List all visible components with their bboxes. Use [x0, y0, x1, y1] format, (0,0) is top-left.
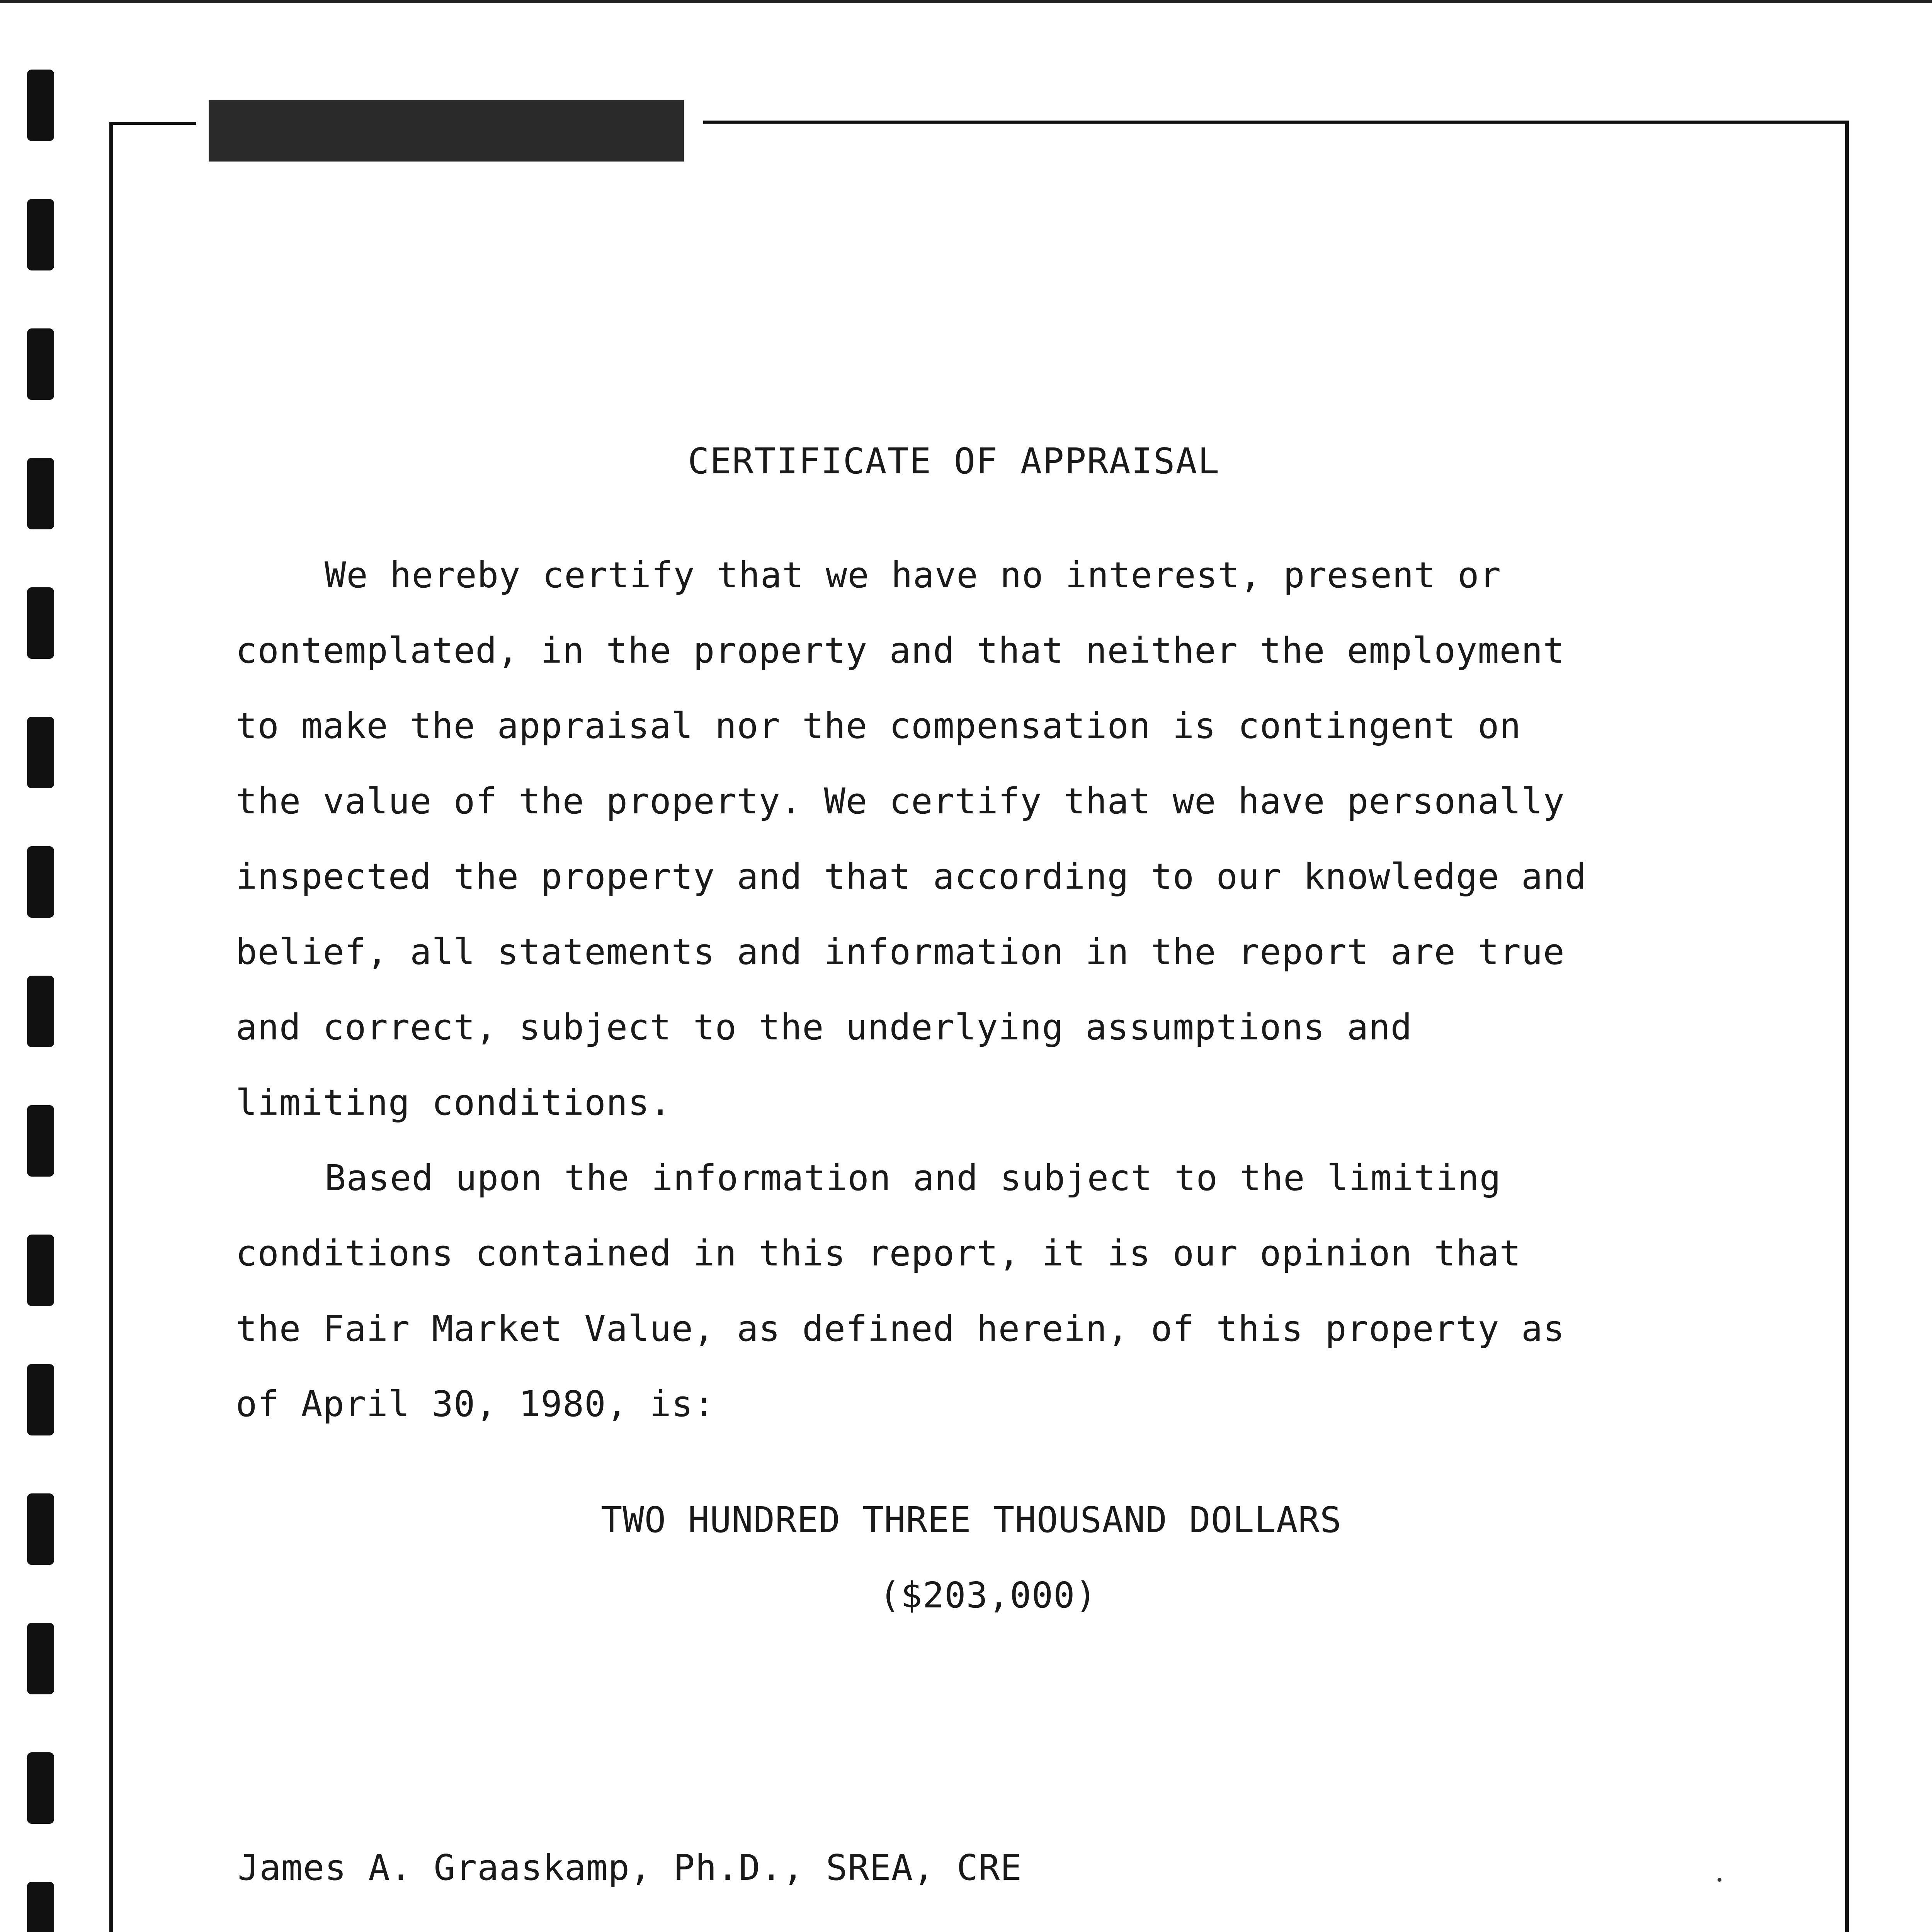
header-label-bar — [209, 100, 684, 162]
paragraph-line: the value of the property. We certify that we have personally — [236, 781, 1565, 822]
appraised-value-words: TWO HUNDRED THREE THOUSAND DOLLARS — [601, 1499, 1342, 1541]
paragraph-line: limiting conditions. — [236, 1082, 672, 1123]
binder-mark — [27, 587, 54, 659]
paragraph-line: belief, all statements and information in the report are true — [236, 931, 1565, 973]
paragraph-line: the Fair Market Value, as defined herein, of this property as — [236, 1308, 1565, 1349]
signatory-graaskamp: James A. Graaskamp, Ph.D., SREA, CRE — [238, 1847, 1022, 1888]
binder-mark — [27, 1623, 54, 1694]
binder-mark — [27, 328, 54, 400]
paragraph-line: to make the appraisal nor the compensation is contingent on — [236, 705, 1521, 747]
paragraph-line: inspected the property and that according to our knowledge and — [236, 856, 1587, 897]
binder-mark — [27, 976, 54, 1047]
paragraph-line: contemplated, in the property and that neither the employment — [236, 630, 1565, 671]
document-title: CERTIFICATE OF APPRAISAL — [688, 440, 1220, 482]
frame-left-border — [109, 122, 113, 1932]
binder-mark — [27, 70, 54, 141]
binder-mark — [27, 1752, 54, 1824]
binder-mark — [27, 717, 54, 788]
paragraph-line: Based upon the information and subject to the limiting — [325, 1157, 1501, 1199]
binder-mark — [27, 1105, 54, 1177]
binder-mark — [27, 1364, 54, 1435]
binder-mark — [27, 1235, 54, 1306]
scan-top-edge — [0, 0, 1932, 3]
frame-right-border — [1845, 121, 1849, 1932]
binder-mark — [27, 1493, 54, 1565]
binder-mark — [27, 199, 54, 270]
frame-top-border — [703, 121, 1849, 124]
frame-top-border — [109, 122, 196, 125]
binder-mark — [27, 1882, 54, 1932]
binder-mark — [27, 458, 54, 529]
binder-margin-marks — [27, 70, 58, 1932]
appraised-value-figure: ($203,000) — [879, 1575, 1097, 1616]
paragraph-line: We hereby certify that we have no interest, present or — [325, 554, 1501, 596]
paragraph-line: conditions contained in this report, it is our opinion that — [236, 1233, 1521, 1274]
binder-mark — [27, 846, 54, 918]
paragraph-line: of April 30, 1980, is: — [236, 1383, 715, 1425]
scan-speck — [1718, 1878, 1721, 1882]
paragraph-line: and correct, subject to the underlying assumptions and — [236, 1007, 1412, 1048]
